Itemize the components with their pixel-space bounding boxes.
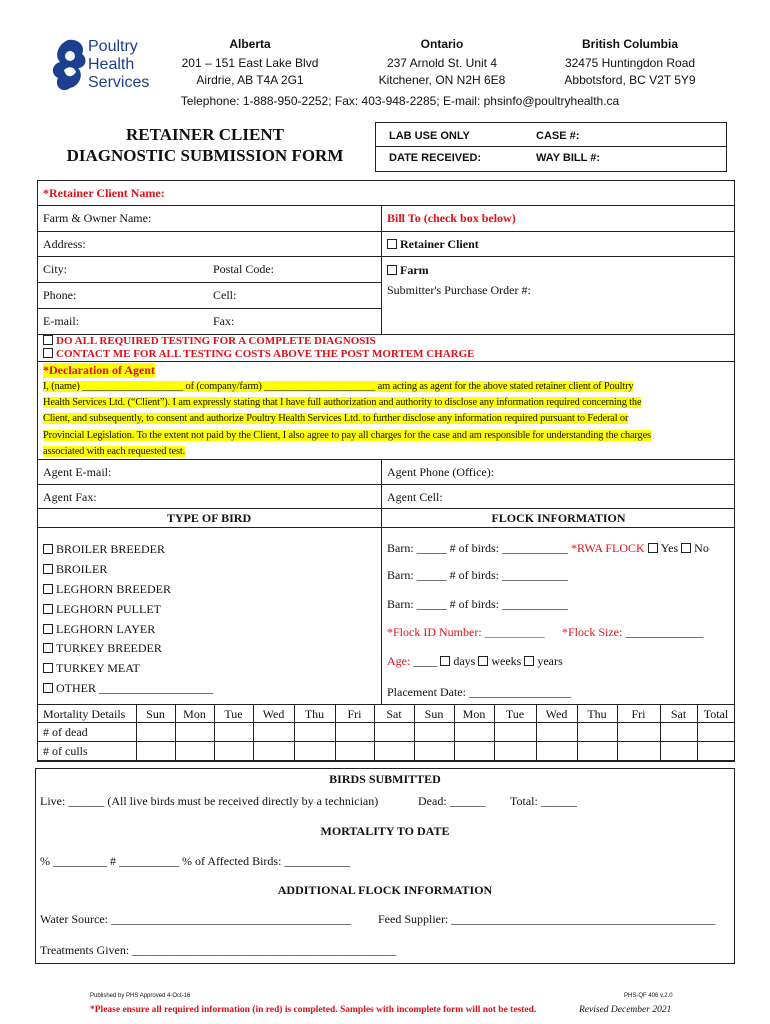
mortality-day-header: Sun xyxy=(146,707,165,721)
mortality-day-header: Sat xyxy=(386,707,402,721)
mortality-day-header: Mon xyxy=(462,707,486,721)
checkbox-icon[interactable] xyxy=(387,265,397,275)
bird-type-option[interactable] xyxy=(43,602,161,617)
office-alberta-addr1: 201 – 151 East Lake Blvd xyxy=(181,56,319,70)
agent-line-5: associated with each requested test. xyxy=(43,445,186,457)
age-days-checkbox[interactable] xyxy=(440,656,450,666)
office-ontario-addr1: 237 Arnold St. Unit 4 xyxy=(386,56,498,70)
checkbox-icon[interactable] xyxy=(43,604,53,614)
phone-label: Phone: xyxy=(43,288,77,302)
mortality-day-header: Wed xyxy=(262,707,285,721)
treatments-text: Treatments Given: ____________________________________________ xyxy=(40,943,397,957)
type-of-bird-heading: TYPE OF BIRD xyxy=(166,511,252,525)
flock-size-row xyxy=(562,625,703,640)
retainer-client-name-input[interactable] xyxy=(170,184,720,202)
contact-line: Telephone: 1-888-950-2252; Fax: 403-948-2285; E-mail: phsinfo@poultryhealth.ca xyxy=(180,94,620,108)
logo xyxy=(50,36,160,98)
agent-fax-label: Agent Fax: xyxy=(43,490,97,504)
agent-email-label: Agent E-mail: xyxy=(43,465,112,479)
mortality-day-header: Thu xyxy=(304,707,325,721)
contact-costs-option[interactable] xyxy=(43,348,475,360)
bill-to-label: Bill To (check box below) xyxy=(387,211,516,225)
flock-size-blank: _____________ xyxy=(625,625,704,639)
checkbox-icon[interactable] xyxy=(43,663,53,673)
office-alberta-addr2: Airdrie, AB T4A 2G1 xyxy=(196,73,304,87)
barn-1-text: Barn: _____ # of birds: ___________ xyxy=(387,541,568,555)
mortality-to-date-text: % _________ # __________ % of Affected Birds: ___________ xyxy=(40,854,351,868)
agent-declaration-heading: *Declaration of Agent xyxy=(43,363,155,377)
bill-retainer-client-option[interactable] xyxy=(387,237,479,252)
bird-type-option[interactable] xyxy=(43,681,213,696)
checkbox-icon[interactable] xyxy=(43,564,53,574)
form-code: PHS-QF 406 v.2.0 xyxy=(624,993,673,999)
age-weeks-checkbox[interactable] xyxy=(478,656,488,666)
logo-text-2: Health xyxy=(88,56,135,73)
bird-type-label: OTHER ___________________ xyxy=(56,681,213,695)
cell-label: Cell: xyxy=(213,288,237,302)
age-row xyxy=(387,654,563,669)
bird-type-label: TURKEY MEAT xyxy=(56,661,140,675)
barn-3-text: Barn: _____ # of birds: ___________ xyxy=(387,597,568,611)
retainer-client-name-label: *Retainer Client Name: xyxy=(43,186,165,200)
flock-row-1 xyxy=(387,541,709,556)
flock-size-label: *Flock Size: xyxy=(562,625,623,639)
office-ontario-province: Ontario xyxy=(420,37,464,51)
bill-retainer-client-label: Retainer Client xyxy=(400,237,479,251)
client-section xyxy=(37,180,735,762)
date-received-label: DATE RECEIVED: xyxy=(389,152,482,164)
footer-notice: *Please ensure all required information (in red) is completed. Samples with incomplete form will not be tested. xyxy=(90,1005,537,1015)
agent-line-3: Client, and subsequently, to consent and authorize Poultry Health Services Ltd. to further disclose any information required pursuant to Federal or xyxy=(43,413,629,425)
checkbox-icon[interactable] xyxy=(387,239,397,249)
bird-type-option[interactable] xyxy=(43,582,171,597)
agent-phone-label: Agent Phone (Office): xyxy=(387,465,495,479)
total-birds-text: Total: ______ xyxy=(510,794,577,808)
revised-date: Revised December 2021 xyxy=(579,1005,672,1015)
mortality-day-header: Fri xyxy=(631,707,646,721)
logo-mark-icon xyxy=(50,36,90,96)
bill-farm-option[interactable] xyxy=(387,263,429,278)
way-bill-label: WAY BILL #: xyxy=(536,152,600,164)
form-title-2: DIAGNOSTIC SUBMISSION FORM xyxy=(66,146,344,165)
mortality-day-header: Wed xyxy=(545,707,568,721)
additional-flock-heading: ADDITIONAL FLOCK INFORMATION xyxy=(277,883,493,897)
checkbox-icon[interactable] xyxy=(43,683,53,693)
agent-line-4: Provincial Legislation. To the extent not paid by the Client, I also agree to pay all charges for the case and am responsible for understanding the charges xyxy=(43,429,651,441)
checkbox-icon[interactable] xyxy=(43,348,53,358)
age-years-checkbox[interactable] xyxy=(524,656,534,666)
mortality-day-header: Sun xyxy=(424,707,444,721)
days-label: days xyxy=(453,654,476,668)
purchase-order-label: Submitter's Purchase Order #: xyxy=(387,283,531,297)
bill-farm-label: Farm xyxy=(400,263,429,277)
mortality-details-label: Mortality Details xyxy=(43,707,126,721)
logo-text-1: Poultry xyxy=(88,38,138,55)
postal-code-label: Postal Code: xyxy=(213,262,275,276)
flock-info-heading: FLOCK INFORMATION xyxy=(491,511,626,525)
age-label: Age: xyxy=(387,654,411,668)
office-bc-province: British Columbia xyxy=(581,37,678,51)
published-note: Published by PHS Approved 4-Oct-16 xyxy=(90,993,191,999)
feed-supplier-text: Feed Supplier: ____________________________________________ xyxy=(378,912,716,926)
agent-cell-label: Agent Cell: xyxy=(387,490,443,504)
office-ontario-addr2: Kitchener, ON N2H 6E8 xyxy=(378,73,506,87)
mortality-to-date-heading: MORTALITY TO DATE xyxy=(320,824,450,838)
address-label: Address: xyxy=(43,237,86,251)
bird-type-label: BROILER xyxy=(56,562,108,576)
flock-id-label: *Flock ID Number: __________ xyxy=(387,625,545,639)
rwa-no-checkbox[interactable] xyxy=(681,543,691,553)
case-number-label: CASE #: xyxy=(536,130,580,142)
mortality-day-header: Tue xyxy=(224,707,243,721)
farm-owner-label: Farm & Owner Name: xyxy=(43,211,152,225)
bird-type-option[interactable] xyxy=(43,661,140,676)
bird-type-option[interactable] xyxy=(43,562,107,577)
dead-birds-text: Dead: ______ xyxy=(418,794,486,808)
mortality-day-header: Sat xyxy=(670,707,687,721)
age-blank: ____ xyxy=(413,654,438,668)
weeks-label: weeks xyxy=(491,654,522,668)
logo-text-3: Services xyxy=(88,74,150,91)
mortality-day-header: Tue xyxy=(505,707,525,721)
bird-type-option[interactable] xyxy=(43,641,162,656)
dead-row-label: # of dead xyxy=(43,725,88,739)
birds-submitted-heading: BIRDS SUBMITTED xyxy=(329,772,441,786)
all-testing-option[interactable] xyxy=(43,335,376,347)
bird-type-label: LEGHORN PULLET xyxy=(56,602,161,616)
form-title-1: RETAINER CLIENT xyxy=(126,125,284,144)
agent-line-2: Health Services Ltd. (“Client”). I am expressly stating that I have full authorization and authority to disclose any information required concerning the xyxy=(43,397,642,409)
email-label: E-mail: xyxy=(43,314,79,328)
live-birds-text: Live: ______ (All live birds must be received directly by a technician) xyxy=(40,794,379,808)
agent-declaration-text xyxy=(43,379,731,460)
mortality-day-header: Fri xyxy=(347,707,362,721)
culls-row-label: # of culls xyxy=(43,744,88,758)
bird-type-label: TURKEY BREEDER xyxy=(56,641,162,655)
lab-use-only-label: LAB USE ONLY xyxy=(389,130,470,142)
rwa-flock-label: *RWA FLOCK xyxy=(571,541,645,555)
fax-label: Fax: xyxy=(213,314,235,328)
city-label: City: xyxy=(43,262,68,276)
bird-type-label: BROILER BREEDER xyxy=(56,542,166,556)
mortality-day-header: Thu xyxy=(587,707,607,721)
checkbox-icon[interactable] xyxy=(43,335,53,345)
placement-date-text: Placement Date: _________________ xyxy=(387,685,571,699)
mortality-day-header: Mon xyxy=(183,707,206,721)
checkbox-icon[interactable] xyxy=(43,584,53,594)
years-label: years xyxy=(537,654,563,668)
bird-type-option[interactable] xyxy=(43,622,155,637)
agent-line-1: I, (name) ____________________ of (company/farm) ______________________ am acting as agent for the above stated retainer client of Poultry xyxy=(43,381,634,392)
rwa-yes-label: Yes xyxy=(660,541,679,555)
office-bc-addr1: 32475 Huntingdon Road xyxy=(564,56,696,70)
mortality-day-header: Total xyxy=(703,707,729,721)
checkbox-icon[interactable] xyxy=(43,624,53,634)
bird-type-label: LEGHORN LAYER xyxy=(56,622,156,636)
barn-2-text: Barn: _____ # of birds: ___________ xyxy=(387,568,568,582)
checkbox-icon[interactable] xyxy=(43,544,53,554)
all-testing-label: DO ALL REQUIRED TESTING FOR A COMPLETE DIAGNOSIS xyxy=(56,335,376,347)
rwa-yes-checkbox[interactable] xyxy=(648,543,658,553)
water-source-text: Water Source: ________________________________________ xyxy=(40,912,352,926)
rwa-no-label: No xyxy=(694,541,709,555)
bird-type-option[interactable] xyxy=(43,542,165,557)
office-bc-addr2: Abbotsford, BC V2T 5Y9 xyxy=(564,73,696,87)
office-alberta-province: Alberta xyxy=(229,37,271,51)
checkbox-icon[interactable] xyxy=(43,643,53,653)
bird-type-label: LEGHORN BREEDER xyxy=(56,582,171,596)
contact-costs-label: CONTACT ME FOR ALL TESTING COSTS ABOVE THE POST MORTEM CHARGE xyxy=(56,348,475,360)
